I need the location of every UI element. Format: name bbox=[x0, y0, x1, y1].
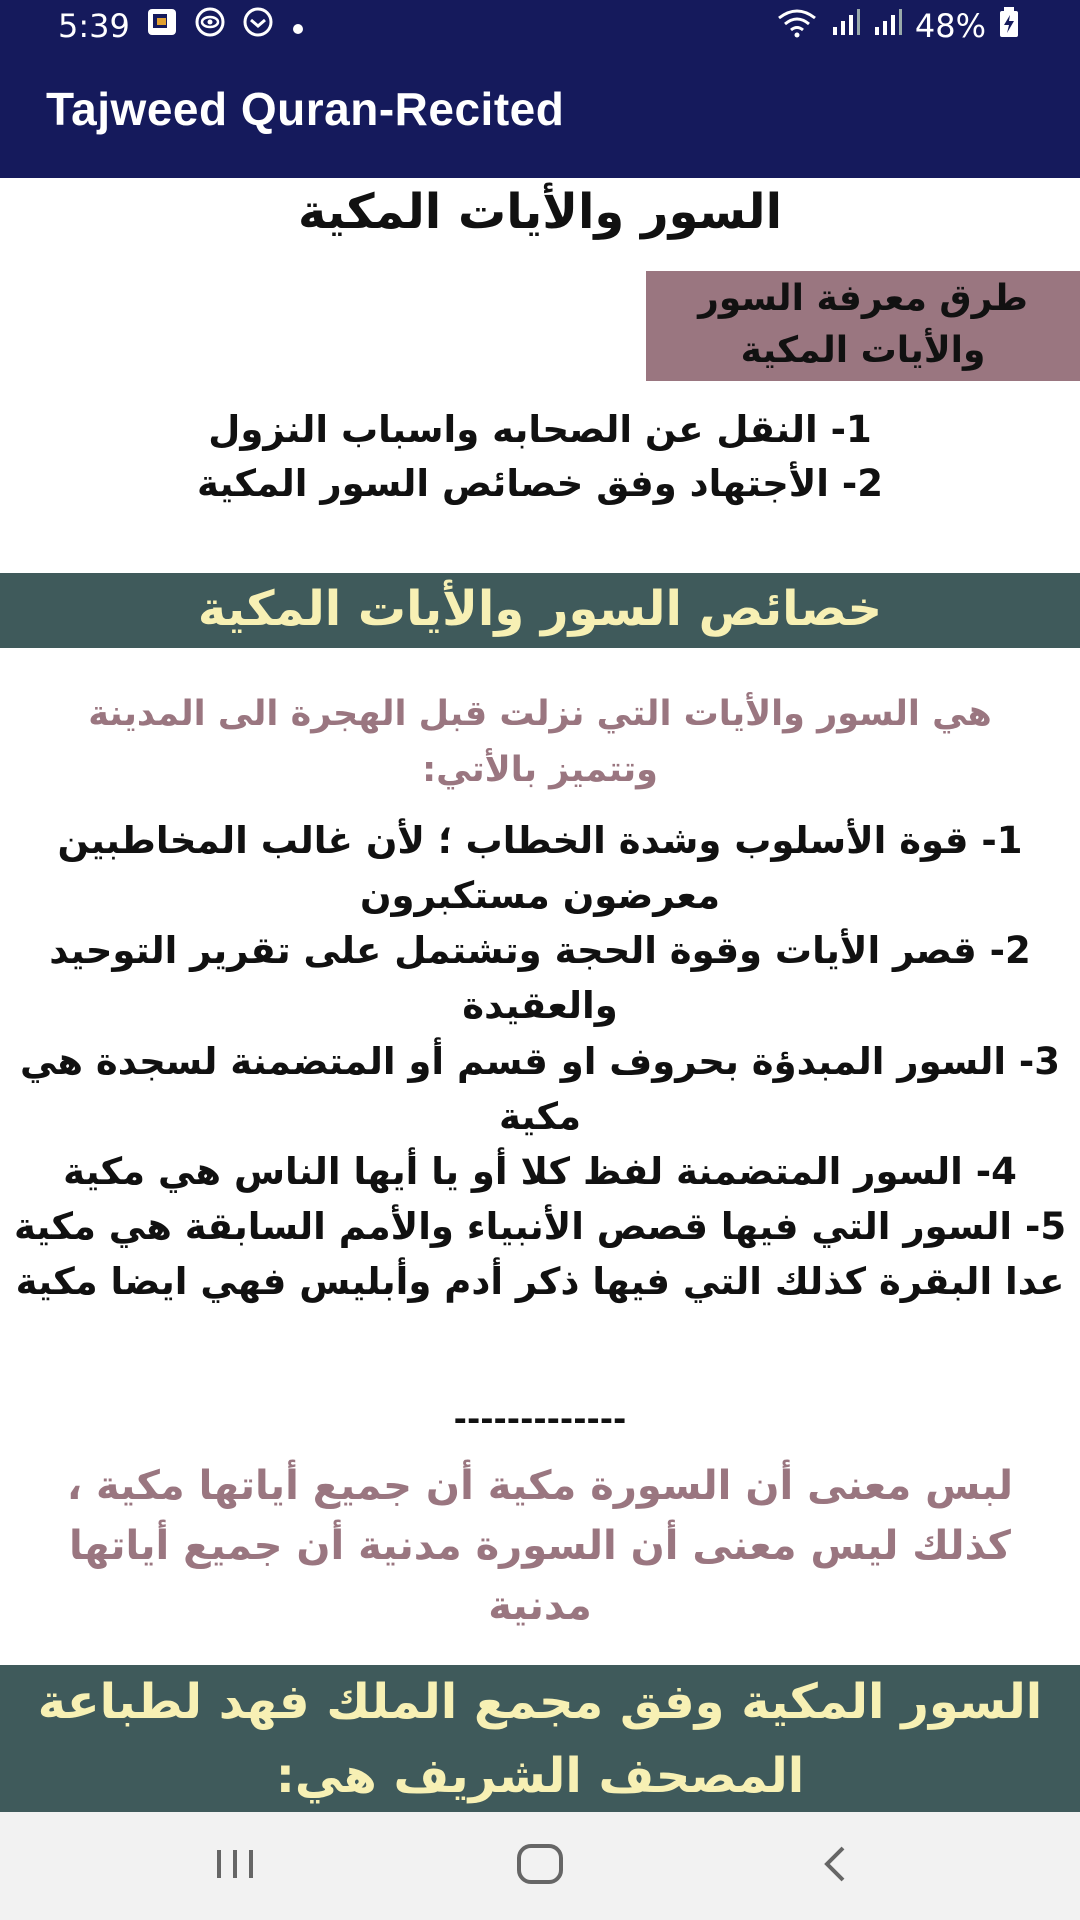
system-nav-bar bbox=[0, 1812, 1080, 1920]
intro-text: هي السور والأيات التي نزلت قبل الهجرة الى المدينة وتتميز بالأتي: bbox=[88, 694, 992, 790]
page-title: السور والأيات المكية bbox=[297, 184, 783, 240]
feature-item: 5- السور التي فيها قصص الأنبياء والأمم السابقة هي مكية عدا البقرة كذلك التي فيها ذكر أدم وأبليس فهي ايضا مكية bbox=[13, 1204, 1067, 1303]
methods-box-line: طرق معرفة السور bbox=[698, 278, 1028, 319]
feature-item: 1- قوة الأسلوب وشدة الخطاب ؛ لأن غالب المخاطبين معرضون مستكبرون bbox=[57, 819, 1023, 918]
signal-icon bbox=[873, 7, 903, 45]
feature-item: 4- السور المتضمنة لفظ كلا أو يا أيها الناس هي مكية bbox=[63, 1149, 1017, 1193]
signal-icon bbox=[831, 7, 861, 45]
methods-box bbox=[646, 271, 1080, 381]
home-button[interactable] bbox=[480, 1812, 600, 1920]
recent-apps-button[interactable] bbox=[180, 1812, 290, 1920]
status-right bbox=[775, 6, 1020, 46]
battery-charging-icon bbox=[998, 6, 1020, 46]
battery-percent: 48% bbox=[914, 7, 986, 45]
status-left bbox=[58, 6, 306, 46]
methods-list bbox=[0, 403, 1080, 510]
eye-icon bbox=[194, 6, 226, 46]
status-time: 5:39 bbox=[58, 7, 130, 45]
content-scroll-area[interactable] bbox=[0, 178, 1080, 1812]
status-bar bbox=[0, 0, 1080, 54]
divider-text: ------------- bbox=[453, 1400, 627, 1438]
features-heading: خصائص السور والأيات المكية bbox=[0, 573, 1080, 648]
features-list bbox=[0, 813, 1080, 1309]
app-bar bbox=[0, 54, 1080, 178]
note-text: لبس معنى أن السورة مكية أن جميع أياتها مكية ، كذلك ليس معنى أن السورة مدنية أن جميع أياتها مدنية bbox=[66, 1463, 1014, 1629]
recent-apps-icon bbox=[213, 1844, 257, 1888]
methods-box-line: والأيات المكية bbox=[740, 330, 986, 372]
king-fahd-heading: السور المكية وفق مجمع الملك فهد لطباعة المصحف الشريف هي: bbox=[0, 1665, 1080, 1812]
feature-item: 3- السور المبدؤة بحروف او قسم أو المتضمنة لسجدة هي مكية bbox=[19, 1039, 1061, 1138]
method-item: 2- الأجتهاد وفق خصائص السور المكية bbox=[197, 461, 883, 505]
wifi-icon bbox=[775, 6, 819, 46]
back-button[interactable] bbox=[780, 1812, 890, 1920]
app-title: Tajweed Quran-Recited bbox=[46, 83, 565, 135]
home-icon bbox=[515, 1842, 565, 1890]
dot-icon bbox=[290, 7, 306, 45]
back-icon bbox=[815, 1842, 855, 1890]
target-icon bbox=[242, 6, 274, 46]
feature-item: 2- قصر الأيات وقوة الحجة وتشتمل على تقرير التوحيد والعقيدة bbox=[49, 929, 1031, 1028]
notification-app-icon bbox=[146, 6, 178, 46]
method-item: 1- النقل عن الصحابه واسباب النزول bbox=[208, 408, 872, 451]
